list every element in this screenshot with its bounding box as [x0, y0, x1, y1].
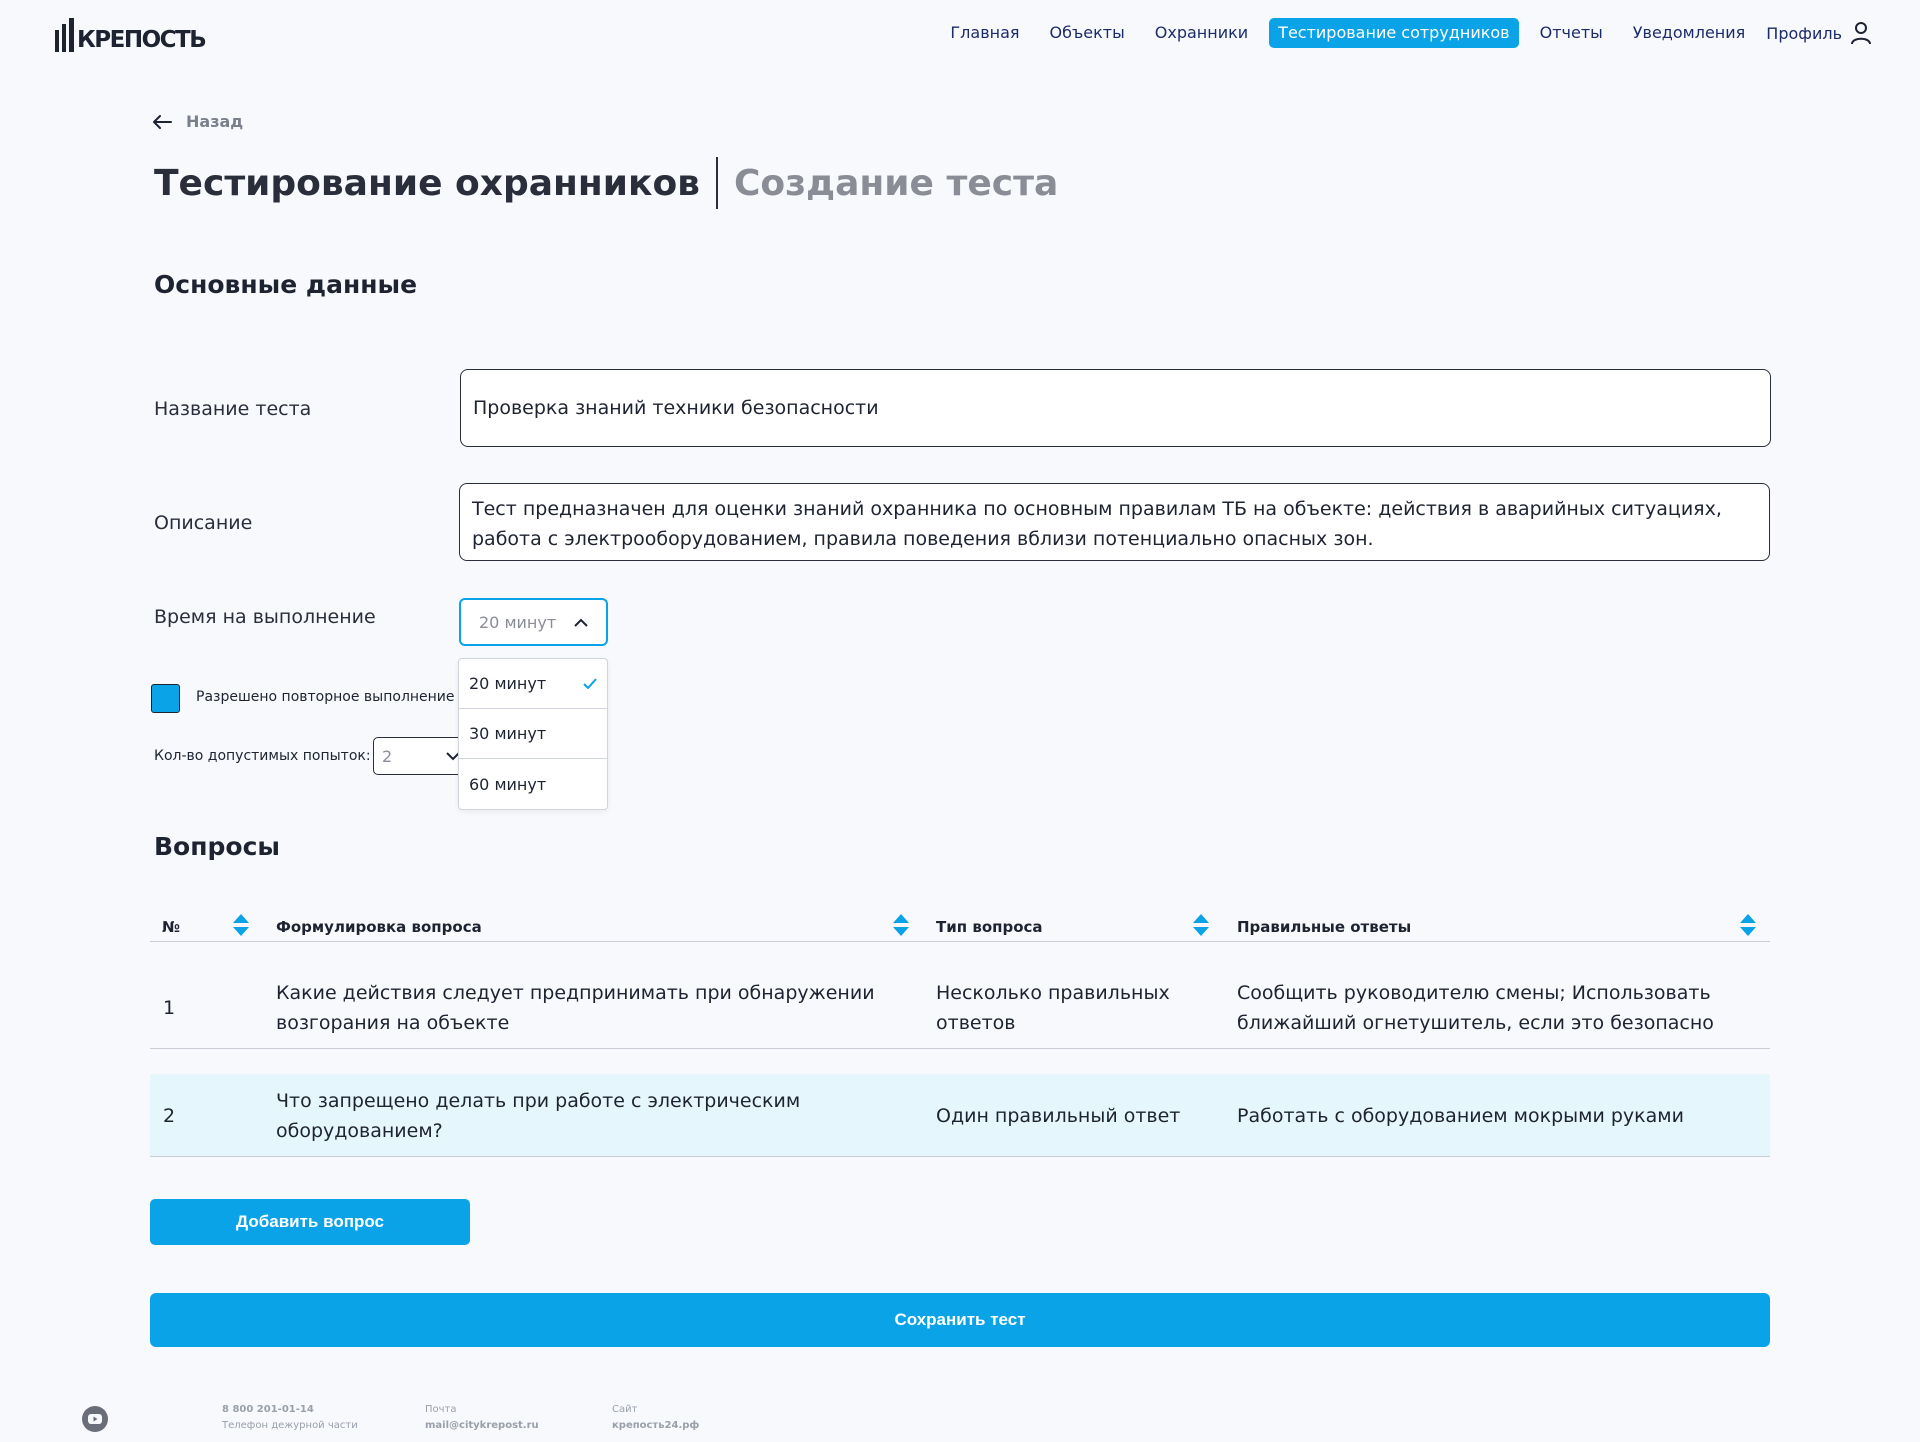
nav-home[interactable]: Главная [950, 23, 1020, 42]
test-name-input[interactable]: Проверка знаний техники безопасности [460, 369, 1771, 447]
row-answers: Сообщить руководителю смены; Использовать ближайший огнетушитель, если это безопасно [1237, 982, 1714, 1034]
nav-notifications[interactable]: Уведомления [1632, 23, 1746, 42]
row-question: Что запрещено делать при работе с электрическим оборудованием? [276, 1090, 801, 1142]
footer-mail-caption: Почта [425, 1404, 457, 1415]
nav-employee-testing[interactable]: Тестирование сотрудников [1269, 18, 1518, 48]
description-label: Описание [154, 512, 253, 534]
back-label: Назад [186, 112, 244, 131]
logo-text: КРЕПОСТЬ [77, 27, 206, 53]
check-icon [583, 678, 597, 689]
time-option-60[interactable] [459, 759, 607, 809]
col-number: № [162, 918, 181, 936]
attempts-select[interactable] [373, 737, 469, 775]
page-title [154, 156, 1058, 210]
description-input[interactable]: Тест предназначен для оценки знаний охранника по основным правилам ТБ на объекте: действия в аварийных ситуациях, работа с электрооборудованием, правила поведения вблизи потенциально опасных зон. [459, 483, 1770, 561]
sort-icon[interactable] [1739, 912, 1757, 938]
basic-data-heading: Основные данные [154, 270, 418, 299]
time-option-label: 60 минут [469, 774, 547, 794]
time-select[interactable] [459, 598, 608, 646]
sort-icon[interactable] [1192, 912, 1210, 938]
add-question-button[interactable]: Добавить вопрос [150, 1199, 470, 1245]
footer-site-link[interactable]: крепость24.рф [612, 1420, 700, 1431]
row-number: 1 [163, 997, 176, 1019]
time-option-20[interactable] [459, 659, 607, 709]
footer-phone [222, 1402, 358, 1434]
attempts-label: Кол-во допустимых попыток: [154, 748, 371, 764]
time-dropdown [458, 658, 608, 810]
save-test-button[interactable]: Сохранить тест [150, 1293, 1770, 1347]
nav-reports[interactable]: Отчеты [1539, 23, 1603, 42]
footer-phone-number[interactable]: 8 800 201-01-14 [222, 1404, 314, 1415]
footer-mail-link[interactable]: mail@citykrepost.ru [425, 1420, 539, 1431]
sort-icon[interactable] [232, 912, 250, 938]
col-type: Тип вопроса [936, 918, 1043, 936]
table-row[interactable] [150, 1074, 1770, 1157]
test-name-label: Название теста [154, 398, 312, 420]
time-label: Время на выполнение [154, 606, 376, 628]
time-option-label: 30 минут [469, 724, 547, 743]
row-type: Несколько правильных ответов [936, 982, 1170, 1034]
user-icon [1850, 21, 1872, 45]
footer-mail [425, 1402, 539, 1434]
time-option-label: 20 минут [469, 674, 547, 693]
logo-mark [55, 18, 74, 52]
repeat-label: Разрешено повторное выполнение [196, 689, 455, 705]
profile-label: Профиль [1766, 23, 1842, 43]
questions-table [150, 908, 1770, 1142]
main-nav [929, 18, 1872, 48]
footer-phone-caption: Телефон дежурной части [222, 1420, 358, 1431]
row-type: Один правильный ответ [936, 1105, 1181, 1127]
back-link[interactable] [152, 112, 243, 131]
questions-heading: Вопросы [154, 832, 281, 861]
row-answers: Работать с оборудованием мокрыми руками [1237, 1105, 1684, 1127]
nav-guards[interactable]: Охранники [1154, 23, 1249, 42]
sort-icon[interactable] [892, 912, 910, 938]
col-question: Формулировка вопроса [276, 918, 482, 936]
attempts-value: 2 [382, 746, 393, 766]
title-divider [716, 157, 718, 209]
time-option-30[interactable] [459, 709, 607, 759]
row-number: 2 [163, 1105, 176, 1127]
table-row[interactable] [150, 966, 1770, 1049]
repeat-checkbox[interactable] [151, 684, 180, 713]
footer-site [612, 1402, 699, 1434]
play-icon [88, 1414, 102, 1424]
row-question: Какие действия следует предпринимать при обнаружении возгорания на объекте [276, 982, 875, 1034]
nav-objects[interactable]: Объекты [1049, 23, 1125, 42]
footer-site-caption: Сайт [612, 1404, 638, 1415]
chevron-up-icon [574, 618, 588, 627]
logo[interactable] [55, 14, 205, 52]
page-title-main: Тестирование охранников [154, 162, 700, 204]
time-select-value: 20 минут [479, 612, 557, 632]
col-answers: Правильные ответы [1237, 918, 1412, 936]
arrow-left-icon [152, 114, 172, 130]
nav-profile[interactable] [1766, 21, 1872, 45]
page-title-sub: Создание теста [733, 162, 1059, 204]
table-header [150, 908, 1770, 942]
youtube-icon[interactable] [82, 1406, 108, 1432]
